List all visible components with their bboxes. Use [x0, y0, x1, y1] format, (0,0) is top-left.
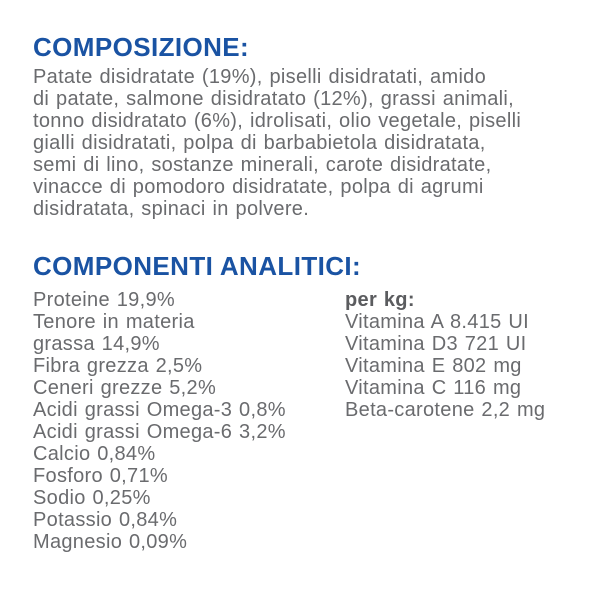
text-line: Tenore in materia	[33, 311, 195, 333]
text-line: Fibra grezza 2,5%	[33, 355, 203, 377]
text-line: vinacce di pomodoro disidratate, polpa di agrumi	[33, 176, 484, 198]
text-line: Vitamina D3 721 UI	[345, 333, 527, 355]
text-line: Beta-carotene 2,2 mg	[345, 399, 546, 421]
text-line: Proteine 19,9%	[33, 289, 175, 311]
text-line: Potassio 0,84%	[33, 509, 178, 531]
text-line: Acidi grassi Omega-6 3,2%	[33, 421, 286, 443]
text-line: grassa 14,9%	[33, 333, 160, 355]
analytical-right-column	[345, 289, 590, 553]
text-line: Vitamina E 802 mg	[345, 355, 522, 377]
vitamins-list	[345, 311, 590, 421]
text-line: Ceneri grezze 5,2%	[33, 377, 217, 399]
text-line: Vitamina A 8.415 UI	[345, 311, 530, 333]
text-line: gialli disidratati, polpa di barbabietola disidratata,	[33, 132, 486, 154]
text-line: semi di lino, sostanze minerali, carote disidratate,	[33, 154, 492, 176]
per-kg-heading: per kg:	[345, 289, 415, 311]
text-line: disidratata, spinaci in polvere.	[33, 198, 310, 220]
text-line: di patate, salmone disidratato (12%), grassi animali,	[33, 88, 515, 110]
text-line: Acidi grassi Omega-3 0,8%	[33, 399, 286, 421]
text-line: tonno disidratato (6%), idrolisati, olio vegetale, piselli	[33, 110, 522, 132]
text-line: Vitamina C 116 mg	[345, 377, 522, 399]
text-line: Sodio 0,25%	[33, 487, 151, 509]
composition-paragraph	[33, 66, 521, 220]
analytical-components-heading: COMPONENTI ANALITICI:	[33, 251, 362, 281]
text-line: Fosforo 0,71%	[33, 465, 168, 487]
text-line: Calcio 0,84%	[33, 443, 156, 465]
analytical-left-column	[33, 289, 345, 553]
text-line: Patate disidratate (19%), piselli disidratati, amido	[33, 66, 487, 88]
composition-heading: COMPOSIZIONE:	[33, 32, 250, 62]
text-line: Magnesio 0,09%	[33, 531, 188, 553]
analytical-columns	[33, 289, 590, 553]
